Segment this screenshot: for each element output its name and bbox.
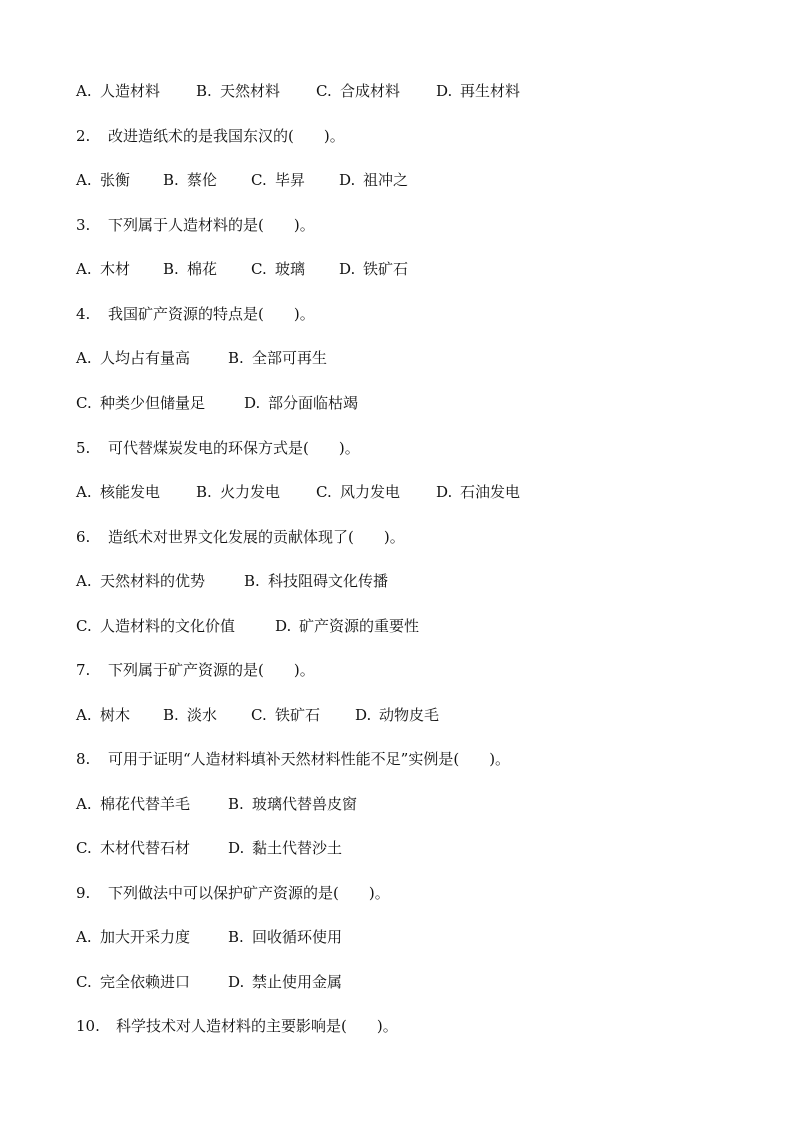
question-number: 6. <box>76 528 91 546</box>
option-letter: B. <box>163 706 179 724</box>
option-letter: A. <box>76 349 92 367</box>
option-text: 木材 <box>100 260 131 278</box>
option-text: 铁矿石 <box>275 706 321 724</box>
question-number: 8. <box>76 750 91 768</box>
option-letter: B. <box>228 349 244 367</box>
option-letter: C. <box>76 394 92 412</box>
option-text: 树木 <box>100 706 131 724</box>
question-text: 我国矿产资源的特点是( )。 <box>108 305 315 323</box>
option-text: 人造材料的文化价值 <box>100 617 236 635</box>
question-text: 可用于证明“人造材料填补天然材料性能不足”实例是( )。 <box>108 750 511 768</box>
option-letter: C. <box>316 483 332 501</box>
option-text: 天然材料的优势 <box>100 572 206 590</box>
option-text: 玻璃代替兽皮窗 <box>252 795 358 813</box>
option-text: 木材代替石材 <box>100 839 191 857</box>
option-letter: A. <box>76 572 92 590</box>
option-letter: C. <box>251 706 267 724</box>
option-letter: A. <box>76 483 92 501</box>
option-text: 科技阻碍文化传播 <box>268 572 389 590</box>
option-text: 合成材料 <box>340 82 401 100</box>
option-letter: A. <box>76 928 92 946</box>
option-text: 蔡伦 <box>187 171 218 189</box>
question-text: 可代替煤炭发电的环保方式是( )。 <box>108 439 360 457</box>
option-text: 天然材料 <box>220 82 281 100</box>
option-letter: A. <box>76 795 92 813</box>
option-text: 风力发电 <box>340 483 401 501</box>
option-letter: C. <box>251 260 267 278</box>
option-letter: B. <box>163 260 179 278</box>
option-text: 人造材料 <box>100 82 161 100</box>
option-letter: B. <box>196 82 212 100</box>
option-letter: B. <box>244 572 260 590</box>
option-text: 加大开采力度 <box>100 928 191 946</box>
question-number: 5. <box>76 439 91 457</box>
question-number: 7. <box>76 661 91 679</box>
question-number: 9. <box>76 884 91 902</box>
option-text: 黏土代替沙土 <box>252 839 343 857</box>
option-text: 火力发电 <box>220 483 281 501</box>
option-letter: B. <box>228 795 244 813</box>
option-text: 淡水 <box>187 706 218 724</box>
option-letter: A. <box>76 171 92 189</box>
option-text: 人均占有量高 <box>100 349 191 367</box>
option-letter: C. <box>76 973 92 991</box>
option-text: 石油发电 <box>460 483 521 501</box>
option-text: 张衡 <box>100 171 131 189</box>
option-text: 矿产资源的重要性 <box>299 617 420 635</box>
question-text: 改进造纸术的是我国东汉的( )。 <box>108 127 345 145</box>
option-letter: D. <box>355 706 372 724</box>
question-number: 4. <box>76 305 91 323</box>
option-letter: D. <box>275 617 292 635</box>
option-letter: C. <box>76 617 92 635</box>
option-text: 棉花 <box>187 260 218 278</box>
option-letter: D. <box>339 171 356 189</box>
question-text: 造纸术对世界文化发展的贡献体现了( )。 <box>108 528 405 546</box>
option-letter: D. <box>339 260 356 278</box>
option-text: 动物皮毛 <box>379 706 440 724</box>
option-letter: D. <box>228 839 245 857</box>
option-text: 铁矿石 <box>363 260 409 278</box>
question-number: 2. <box>76 127 91 145</box>
question-text: 下列属于人造材料的是( )。 <box>108 216 315 234</box>
option-text: 种类少但储量足 <box>100 394 206 412</box>
option-letter: B. <box>228 928 244 946</box>
option-letter: A. <box>76 82 92 100</box>
question-number: 3. <box>76 216 91 234</box>
option-text: 部分面临枯竭 <box>268 394 359 412</box>
option-letter: A. <box>76 706 92 724</box>
option-text: 完全依赖进口 <box>100 973 191 991</box>
option-letter: B. <box>163 171 179 189</box>
question-text: 科学技术对人造材料的主要影响是( )。 <box>116 1017 398 1035</box>
option-text: 祖冲之 <box>363 171 409 189</box>
option-letter: C. <box>251 171 267 189</box>
option-text: 棉花代替羊毛 <box>100 795 191 813</box>
option-letter: D. <box>228 973 245 991</box>
question-text: 下列做法中可以保护矿产资源的是( )。 <box>108 884 390 902</box>
option-letter: B. <box>196 483 212 501</box>
option-letter: D. <box>244 394 261 412</box>
option-letter: D. <box>436 82 453 100</box>
option-text: 回收循环使用 <box>252 928 343 946</box>
option-letter: D. <box>436 483 453 501</box>
question-number: 10. <box>76 1017 100 1035</box>
question-text: 下列属于矿产资源的是( )。 <box>108 661 315 679</box>
option-text: 毕昇 <box>275 171 306 189</box>
option-letter: C. <box>76 839 92 857</box>
option-text: 禁止使用金属 <box>252 973 343 991</box>
option-text: 玻璃 <box>275 260 306 278</box>
option-text: 再生材料 <box>460 82 521 100</box>
option-letter: A. <box>76 260 92 278</box>
option-letter: C. <box>316 82 332 100</box>
option-text: 核能发电 <box>100 483 161 501</box>
option-text: 全部可再生 <box>252 349 328 367</box>
